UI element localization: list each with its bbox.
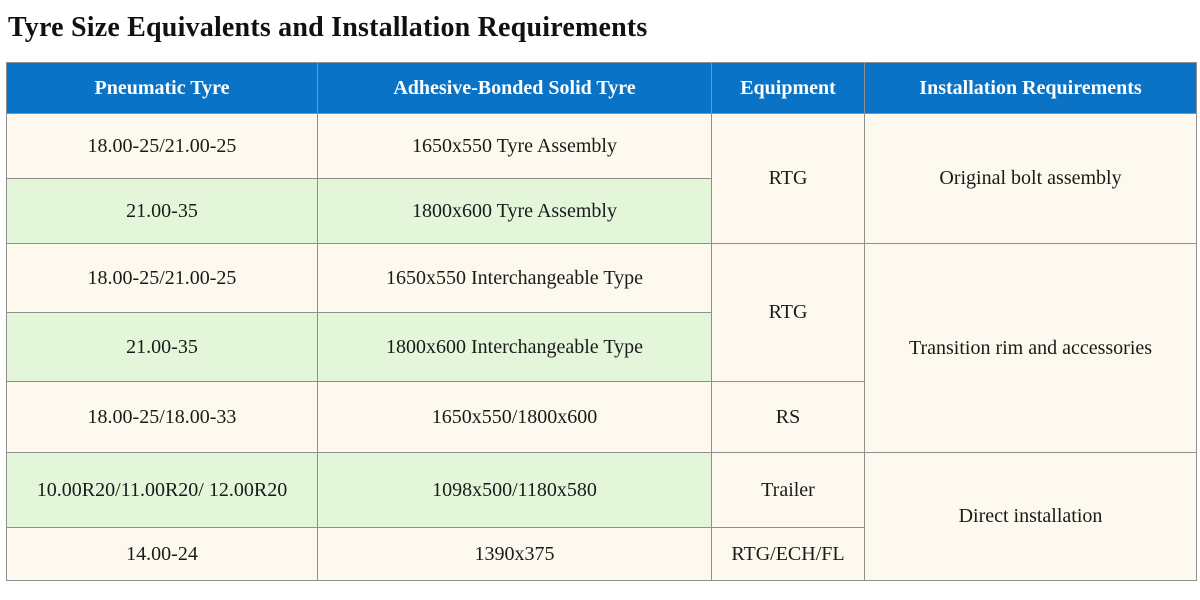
solid-tyre-cell: 1098x500/1180x580: [318, 453, 712, 528]
equipment-cell: RTG: [712, 244, 865, 382]
page-title: Tyre Size Equivalents and Installation Requirements: [8, 12, 648, 43]
table-row: [7, 244, 1197, 313]
equipment-cell: RTG/ECH/FL: [712, 528, 865, 581]
solid-tyre-cell: 1650x550/1800x600: [318, 382, 712, 453]
header-installation-requirements: Installation Requirements: [865, 63, 1197, 114]
solid-tyre-cell: 1390x375: [318, 528, 712, 581]
pneumatic-cell: 18.00-25/18.00-33: [7, 382, 318, 453]
tyre-equivalents-table: [6, 62, 1197, 581]
header-equipment: Equipment: [712, 63, 865, 114]
solid-tyre-cell: 1650x550 Tyre Assembly: [318, 114, 712, 179]
solid-tyre-cell: 1650x550 Interchangeable Type: [318, 244, 712, 313]
pneumatic-cell: 21.00-35: [7, 179, 318, 244]
pneumatic-cell: 18.00-25/21.00-25: [7, 244, 318, 313]
solid-tyre-cell: 1800x600 Tyre Assembly: [318, 179, 712, 244]
table-row: [7, 114, 1197, 179]
installation-cell: Direct installation: [865, 453, 1197, 581]
equipment-cell: Trailer: [712, 453, 865, 528]
pneumatic-cell: 10.00R20/11.00R20/ 12.00R20: [7, 453, 318, 528]
pneumatic-cell: 21.00-35: [7, 313, 318, 382]
header-pneumatic-tyre: Pneumatic Tyre: [7, 63, 318, 114]
pneumatic-cell: 14.00-24: [7, 528, 318, 581]
table-row: [7, 453, 1197, 528]
equipment-cell: RTG: [712, 114, 865, 244]
equipment-cell: RS: [712, 382, 865, 453]
header-solid-tyre: Adhesive-Bonded Solid Tyre: [318, 63, 712, 114]
solid-tyre-cell: 1800x600 Interchangeable Type: [318, 313, 712, 382]
installation-cell: Original bolt assembly: [865, 114, 1197, 244]
pneumatic-cell: 18.00-25/21.00-25: [7, 114, 318, 179]
table-header-row: [7, 63, 1197, 114]
installation-cell: Transition rim and accessories: [865, 244, 1197, 453]
